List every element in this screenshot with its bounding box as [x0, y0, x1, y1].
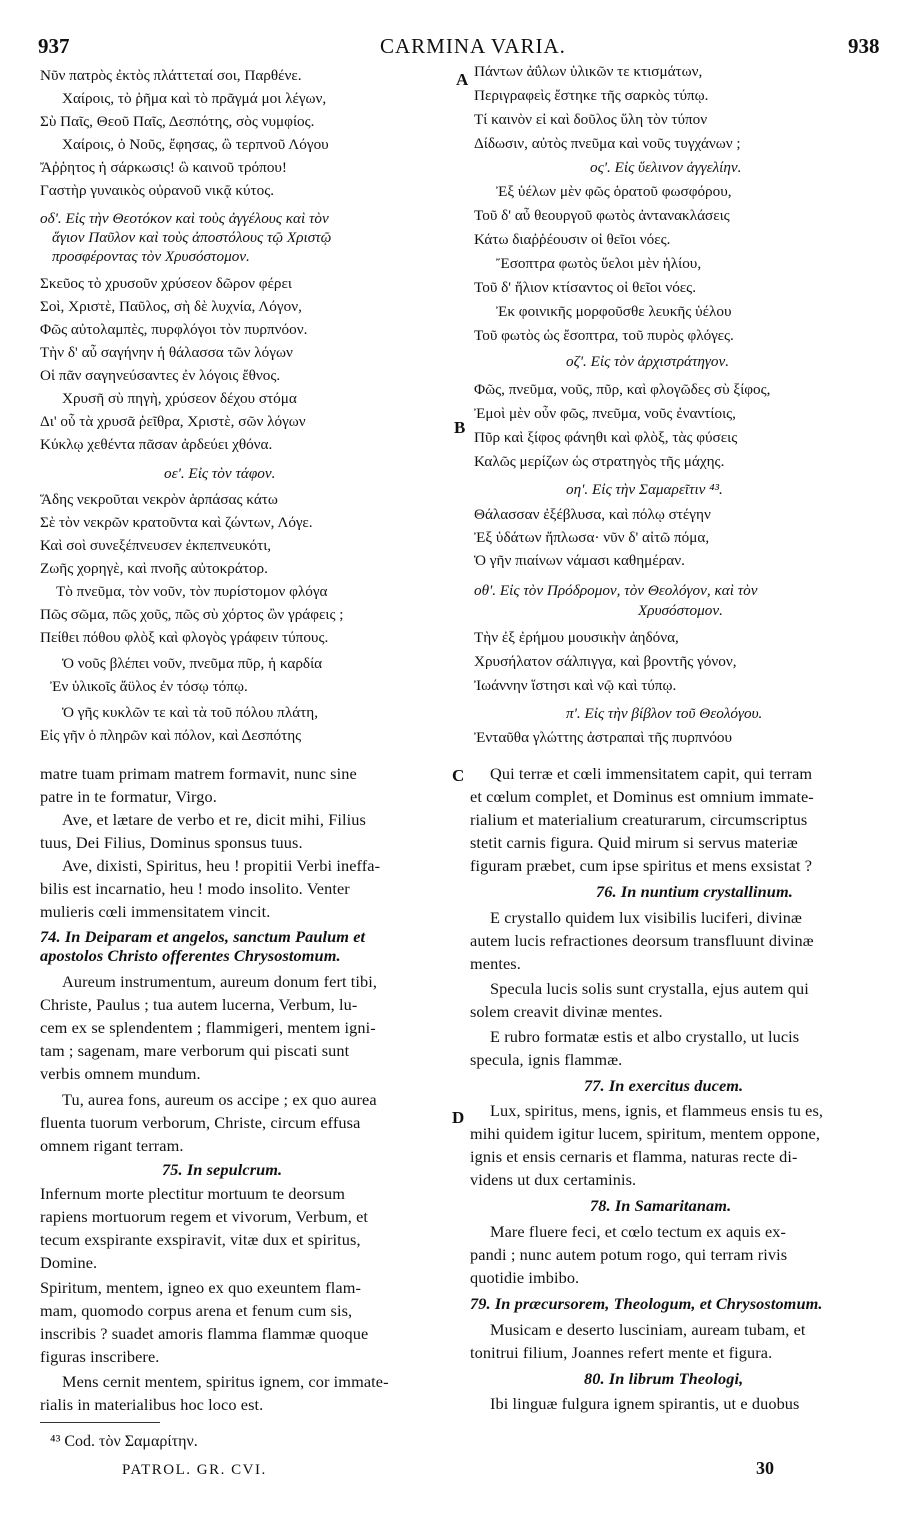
verse-line: Καλῶς μερίζων ὡς στρατηγὸς τῆς μάχης.	[474, 453, 725, 470]
verse-line: Τί καινὸν εἰ καὶ δοῦλος ὕλη τὸν τύπον	[474, 111, 708, 128]
text-line: et cœlum complet, et Dominus est omnium immate-	[470, 787, 814, 806]
footnote: ⁴³ Cod. τὸν Σαμαρίτην.	[50, 1433, 198, 1450]
verse-line: Εἰς γῆν ὁ πληρῶν καὶ πόλον, καὶ Δεσπότης	[40, 727, 302, 744]
page-number-right: 938	[848, 34, 880, 58]
verse-line: Ἐνταῦθα γλώττης ἀστραπαὶ τῆς πυρπνόου	[474, 729, 733, 746]
text-line: solem creavit divinæ mentes.	[470, 1002, 663, 1021]
section-heading: 75. In sepulcrum.	[162, 1160, 283, 1179]
verse-line: Ἐκ φοινικῆς μορφοῦσθε λευκῆς ὑέλου	[496, 303, 732, 320]
section-heading: 76. In nuntium crystallinum.	[596, 882, 793, 901]
poem-heading: Χρυσόστομον.	[638, 602, 723, 619]
text-line: Aureum instrumentum, aureum donum fert tibi,	[62, 972, 378, 991]
section-heading: 78. In Samaritanam.	[590, 1196, 732, 1215]
text-line: mam, quomodo corpus arena et fenum cum sis,	[40, 1301, 353, 1320]
verse-line: Ὁ γῆν πιαίνων νάμασι καθημέραν.	[474, 552, 685, 569]
margin-letter-a: A	[456, 70, 469, 89]
text-line: Mens cernit mentem, spiritus ignem, cor immate-	[62, 1372, 389, 1391]
verse-line: Πῶς σῶμα, πῶς χοῦς, πῶς σὺ χόρτος ὢν γράφεις ;	[40, 606, 344, 623]
verse-line: Ἄῤῥητος ἡ σάρκωσις! ὢ καινοῦ τρόπου!	[40, 159, 287, 176]
verse-line: Ὁ γῆς κυκλῶν τε καὶ τὰ τοῦ πόλου πλάτη,	[62, 704, 318, 721]
section-heading: 74. In Deiparam et angelos, sanctum Paulum et	[40, 927, 366, 946]
text-line: E rubro formatæ estis et albo crystallo, ut lucis	[490, 1027, 800, 1046]
verse-line: Κύκλῳ χεθέντα πᾶσαν ἀρδεύει χθόνα.	[40, 436, 273, 453]
text-line: Qui terræ et cœli immensitatem capit, qui terram	[490, 764, 813, 783]
text-line: videns ut dux certaminis.	[470, 1170, 637, 1189]
text-line: tonitrui filium, Joannes refert mente et figura.	[470, 1343, 773, 1362]
text-line: tecum exspirante exspiravit, vitæ dux et spiritus,	[40, 1230, 361, 1249]
verse-line: Πῦρ καὶ ξίφος φάνηθι καὶ φλὸξ, τὰς φύσεις	[474, 429, 738, 446]
running-title: CARMINA VARIA.	[380, 34, 566, 58]
text-line: Christe, Paulus ; tua autem lucerna, Verbum, lu-	[40, 995, 358, 1014]
verse-line: Χρυσήλατον σάλπιγγα, καὶ βροντῆς γόνον,	[474, 653, 737, 670]
verse-line: Φῶς αὐτολαμπὲς, πυρφλόγοι τὸν πυρπνόον.	[40, 321, 308, 338]
verse-line: Θάλασσαν ἐξέβλυσα, καὶ πόλῳ στέγην	[474, 506, 711, 523]
verse-line: Ἐξ ὑδάτων ἥπλωσα· νῦν δ' αἰτῶ πόμα,	[474, 529, 710, 546]
verse-line: Νῦν πατρὸς ἐκτὸς πλάττεταί σοι, Παρθένε.	[40, 67, 302, 84]
verse-line: Ἔσοπτρα φωτὸς ὕελοι μὲν ἡλίου,	[496, 255, 702, 272]
text-line: mulieris cœli immensitatem vincit.	[40, 902, 271, 921]
verse-line: Τοῦ φωτὸς ὡς ἔσοπτρα, τοῦ πυρὸς φλόγες.	[474, 327, 734, 344]
footer-series: PATROL. GR. CVI.	[122, 1462, 267, 1478]
verse-line: Ἐν ὑλικοῖς ἄϋλος ἐν τόσῳ τόπῳ.	[50, 678, 248, 695]
text-line: stetit carnis figura. Quid mirum si servus materiæ	[470, 833, 798, 852]
text-line: autem lucis refractiones deorsum transfluunt divinæ	[470, 931, 814, 950]
verse-line: Γαστὴρ γυναικὸς οὐρανοῦ νικᾷ κύτος.	[40, 182, 275, 199]
verse-line: Τοῦ δ' αὖ θεουργοῦ φωτὸς ἀντανακλάσεις	[474, 207, 730, 224]
verse-line: Σὺ Παῖς, Θεοῦ Παῖς, Δεσπότης, σὸς νυμφίος.	[40, 113, 315, 130]
text-line: verbis omnem mundum.	[40, 1064, 201, 1083]
verse-line: Τὴν ἐξ ἐρήμου μουσικὴν ἀηδόνα,	[474, 629, 679, 646]
verse-line: Τὸ πνεῦμα, τὸν νοῦν, τὸν πυρίστομον φλόγα	[56, 583, 328, 600]
poem-heading: οδ'. Εἰς τὴν Θεοτόκον καὶ τοὺς ἀγγέλους καὶ τὸν	[40, 210, 329, 227]
verse-line: Ἐξ ὑέλων μὲν φῶς ὁρατοῦ φωσφόρου,	[496, 183, 732, 200]
text-line: Ave, dixisti, Spiritus, heu ! propitii Verbi ineffa-	[62, 856, 381, 875]
text-line: mentes.	[470, 954, 521, 973]
text-line: ignis et ensis cernaris et flamma, naturas recte di-	[470, 1147, 798, 1166]
text-line: Mare fluere feci, et cœlo tectum ex aquis ex-	[490, 1222, 787, 1241]
text-line: omnem rigant terram.	[40, 1136, 184, 1155]
verse-line: Τὴν δ' αὖ σαγήνην ἡ θάλασσα τῶν λόγων	[40, 344, 293, 361]
verse-line: Ζωῆς χορηγὲ, καὶ πνοῆς αὐτοκράτορ.	[40, 560, 268, 577]
text-line: Musicam e deserto lusciniam, auream tubam, et	[490, 1320, 806, 1339]
verse-line: Χρυσῆ σὺ πηγὴ, χρύσεον δέχου στόμα	[62, 390, 297, 407]
verse-line: Χαίροις, ὁ Νοῦς, ἔφησας, ὢ τερπνοῦ Λόγου	[62, 136, 329, 153]
verse-line: Δι' οὗ τὰ χρυσᾶ ῥεῖθρα, Χριστὲ, σῶν λόγων	[40, 413, 306, 430]
poem-heading: οε'. Εἰς τὸν τάφον.	[164, 465, 276, 482]
text-line: cem ex se splendentem ; flammigeri, mentem igni-	[40, 1018, 376, 1037]
text-line: mihi quidem igitur lucem, spiritum, mentem oppone,	[470, 1124, 821, 1143]
text-line: figuram præbet, cum ipse spiritus et mens exsistat ?	[470, 856, 813, 875]
poem-heading: π'. Εἰς τὴν βίβλον τοῦ Θεολόγου.	[566, 705, 763, 722]
text-line: E crystallo quidem lux visibilis luciferi, divinæ	[490, 908, 802, 927]
margin-letter-d: D	[452, 1108, 465, 1127]
verse-line: Ἰωάννην ἵστησι καὶ νῷ καὶ τύπῳ.	[474, 677, 677, 694]
verse-line: Χαίροις, τὸ ῥῆμα καὶ τὸ πρᾶγμά μοι λέγων,	[62, 90, 327, 107]
text-line: Ave, et lætare de verbo et re, dicit mihi, Filius	[62, 810, 366, 829]
text-line: pandi ; nunc autem potum rogo, qui terram rivis	[470, 1245, 788, 1264]
verse-line: Δίδωσιν, αὐτὸς πνεῦμα καὶ νοῦς τυγχάνων ;	[474, 135, 741, 152]
text-line: bilis est incarnatio, heu ! modo insolito. Venter	[40, 879, 350, 898]
text-line: rialis in materialibus hoc loco est.	[40, 1395, 264, 1414]
section-heading: apostolos Christo offerentes Chrysostomum.	[40, 946, 341, 965]
verse-line: Περιγραφεὶς ἔστηκε τῆς σαρκὸς τύπῳ.	[474, 87, 709, 104]
signature-number: 30	[756, 1458, 774, 1478]
verse-line: Κάτω διαῤῥέουσιν οἱ θεῖοι νόες.	[474, 231, 671, 248]
section-heading: 79. In præcursorem, Theologum, et Chrysostomum.	[470, 1294, 823, 1313]
poem-heading: ος'. Εἰς ὕελινον ἀγγελίην.	[590, 159, 742, 176]
text-line: specula, ignis flammæ.	[470, 1050, 623, 1069]
text-line: fluenta tuorum verborum, Christe, circum effusa	[40, 1113, 361, 1132]
text-line: Tu, aurea fons, aureum os accipe ; ex quo aurea	[62, 1090, 377, 1109]
text-line: tam ; sagenam, mare verborum qui piscati sunt	[40, 1041, 350, 1060]
text-line: rapiens mortuorum regem et vivorum, Verbum, et	[40, 1207, 369, 1226]
text-line: matre tuam primam matrem formavit, nunc sine	[40, 764, 357, 783]
text-line: Spiritum, mentem, igneo ex quo exeuntem flam-	[40, 1278, 362, 1297]
text-line: inscribis ? suadet amoris flamma flammæ quoque	[40, 1324, 369, 1343]
verse-line: Οἱ πᾶν σαγηνεύσαντες ἐν λόγοις ἔθνος.	[40, 367, 281, 384]
poem-heading: οζ'. Εἰς τὸν ἀρχιστράτηγον.	[566, 353, 730, 370]
text-line: rialium et materialium creaturarum, circumscriptus	[470, 810, 808, 829]
section-heading: 77. In exercitus ducem.	[584, 1076, 744, 1095]
poem-heading: προσφέροντας τὸν Χρυσόστομον.	[52, 248, 250, 265]
verse-line: Πείθει πόθου φλὸξ καὶ φλογὸς γράφειν τύπους.	[40, 629, 329, 646]
poem-heading: ἅγιον Παῦλον καὶ τοὺς ἀποστόλους τῷ Χριστῷ	[52, 229, 332, 246]
text-line: tuus, Dei Filius, Dominus sponsus tuus.	[40, 833, 303, 852]
poem-heading: οθ'. Εἰς τὸν Πρόδρομον, τὸν Θεολόγον, καὶ τὸν	[474, 582, 758, 599]
verse-line: Ὁ νοῦς βλέπει νοῦν, πνεῦμα πῦρ, ἡ καρδία	[62, 655, 323, 672]
verse-line: Ἐμοὶ μὲν οὖν φῶς, πνεῦμα, νοῦς ἐναντίοις,	[474, 405, 736, 422]
verse-line: Σκεῦος τὸ χρυσοῦν χρύσεον δῶρον φέρει	[40, 275, 292, 292]
text-line: Infernum morte plectitur mortuum te deorsum	[40, 1184, 345, 1203]
page-number-left: 937	[38, 34, 70, 58]
text-line: figuras inscribere.	[40, 1347, 160, 1366]
text-line: Specula lucis solis sunt crystalla, ejus autem qui	[490, 979, 809, 998]
text-line: Lux, spiritus, mens, ignis, et flammeus ensis tu es,	[490, 1101, 824, 1120]
margin-letter-b: B	[454, 418, 466, 437]
verse-line: Τοῦ δ' ἥλιον κτίσαντος οἱ θεῖοι νόες.	[474, 279, 696, 296]
verse-line: Καὶ σοὶ συνεξέπνευσεν ἐκπεπνευκότι,	[40, 537, 272, 554]
verse-line: Σοὶ, Χριστὲ, Παῦλος, σὴ δὲ λυχνία, Λόγον,	[40, 298, 302, 315]
verse-line: Φῶς, πνεῦμα, νοῦς, πῦρ, καὶ φλογῶδες σὺ ξίφος,	[474, 381, 771, 398]
text-line: Domine.	[40, 1253, 98, 1272]
text-line: quotidie imbibo.	[470, 1268, 580, 1287]
poem-heading: οη'. Εἰς τὴν Σαμαρεῖτιν ⁴³.	[566, 481, 723, 498]
verse-line: Πάντων ἀΰλων ὑλικῶν τε κτισμάτων,	[474, 63, 703, 80]
text-line: patre in te formatur, Virgo.	[40, 787, 217, 806]
footnote-rule	[40, 1422, 160, 1423]
section-heading: 80. In librum Theologi,	[584, 1369, 744, 1388]
margin-letter-c: C	[452, 766, 465, 785]
text-line: Ibi linguæ fulgura ignem spirantis, ut e duobus	[490, 1394, 800, 1413]
verse-line: Ἅδης νεκροῦται νεκρὸν ἁρπάσας κάτω	[40, 491, 278, 508]
verse-line: Σὲ τὸν νεκρῶν κρατοῦντα καὶ ζώντων, Λόγε.	[40, 514, 313, 531]
